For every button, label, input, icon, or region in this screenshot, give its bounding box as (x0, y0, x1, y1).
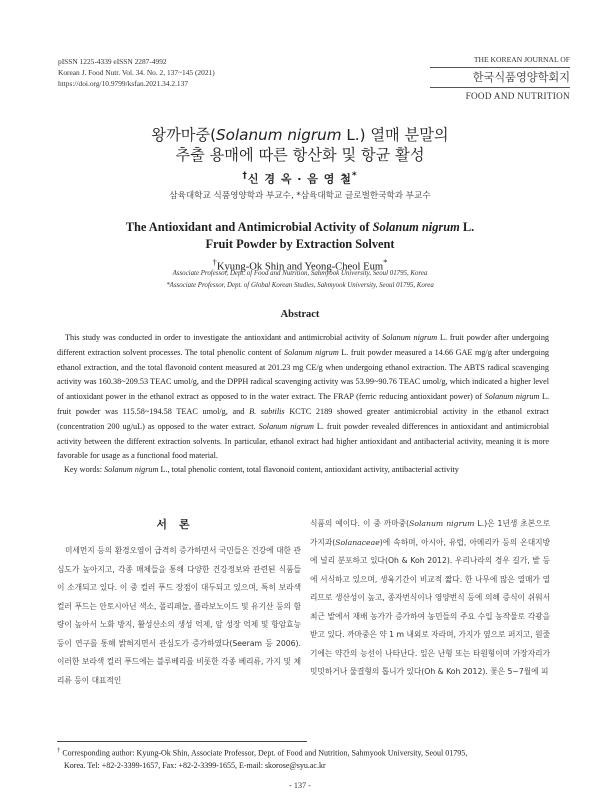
journal-name-korean: 한국식품영양학회지 (472, 71, 570, 84)
english-title-line1: The Antioxidant and Antimicrobial Activity of Solanum nigrum L. (125, 220, 475, 234)
korean-title-line2: 추출 용매에 따른 항산화 및 항균 활성 (175, 146, 425, 164)
korean-title-line1: 왕까마중(Solanum nigrum L.) 열매 분말의 (151, 126, 449, 144)
page-number: - 137 - (289, 781, 311, 790)
abstract-body: This study was conducted in order to investigate the antioxidant and antimicrobial activity of Solanum nigrum L. fruit powder after undergoing different extraction solvent processes. The total phenolic content of Solanum nigrum L. fruit powder measured a 14.66 GAE mg/g after undergoing ethanol extraction, and the total flavonoid content measured at 201.23 mg CE/g when undergoing ethanol extraction. The ABTS radical scavenging activity was 160.38~209.53 TEAC umol/g, and the DPPH radical scavenging activity was 53.99~90.76 TEAC umol/g, which indicated a higher level of antioxidant power in the ethanol extract as opposed to in the water extract. The FRAP (ferric reducing antioxidant power) of Solanum nigrum L. fruit powder was 115.58~194.58 TEAC umol/g, and B. subtilis KCTC 2189 showed greater antimicrobial activity in the ethanol extract (concentration 200 ug/uL) as opposed to the water extract. Solanum nigrum L. fruit powder revealed differences in antioxidant and antimicrobial activity between the different extraction solvents. In particular, ethanol extract had higher antioxidant and antibacterial activity, meaning it is more favorable for usage as a functional food material. (57, 333, 550, 461)
doi-link[interactable]: https://doi.org/10.9799/ksfan.2021.34.2.137 (58, 79, 189, 88)
journal-name-block (430, 54, 570, 102)
english-title-line2: Fruit Powder by Extraction Solvent (205, 237, 395, 251)
journal-name-en-2: FOOD AND NUTRITION (465, 91, 570, 101)
english-authors: †Kyung-Ok Shin and Yeong-Cheol Eum* (212, 257, 388, 273)
section-heading-introduction: 서론 (156, 518, 202, 531)
abstract-heading: Abstract (280, 309, 320, 320)
corresponding-author-footnote: † Corresponding author: Kyung-Ok Shin, Associate Professor, Dept. of Food and Nutrition, Sahmyook University, Seoul 01795, Korea. Tel: +82-2-3399-1657, Fax: +82-2-3399-1655, E-mail: skorose@syu.ac.kr (57, 747, 468, 771)
journal-name-en-1: THE KOREAN JOURNAL OF (473, 55, 570, 64)
english-affiliation-1: Associate Professor, Dept. of Food and Nutrition, Sahmyook University, Seoul 01795, Korea (172, 270, 428, 277)
species-name: Solanum nigrum (216, 126, 342, 144)
journal-rule-top (430, 67, 570, 68)
species-name: Solanum nigrum (372, 220, 460, 234)
intro-left-column: 미세먼지 등의 환경오염이 급격히 증가하면서 국민들은 건강에 대한 관심도가 높아지고, 각종 매체들을 통해 다양한 건강정보와 관련된 식품들이 소개되고 있다. 이 중 컬러 푸드 장점이 대두되고 있으며, 특히 보라색 컬러 푸드는 안토시아닌 색소, 폴리페놀, 플라보노이드 및 유기산 등의 함량이 높아서 노화 방지, 활성산소의 생성 억제, 암 성장 억제 및 항암효능 등이 연구를 통해 밝혀지면서 관심도가 증가하였다(Seeram 등 2006). 이러한 보라색 컬러 푸드에는 블루베리를 비롯한 각종 베리류, 가지 및 체리류 등이 대표적인 (57, 546, 301, 685)
korean-affiliation: 삼육대학교 식품영양학과 부교수, *삼육대학교 글로벌한국학과 부교수 (169, 191, 431, 201)
intro-right-column: 식품의 예이다. 이 중 까마중(Solanum nigrum L.)은 1년생 초본으로 가지과(Solanaceae)에 속하며, 아시아, 유럽, 아메리카 등의 온대지방에 널리 분포하고 있다(Oh & Koh 2012). 우리나라의 경우 길가, 밭 등에 서식하고 있으며, 생육기간이 비교적 짧다. 한 나무에 많은 열매가 열리므로 생산성이 높고, 종자번식이나 영양번식 등에 의해 증식이 쉬워서 최근 밭에서 재배 농가가 증가하여 농민들의 주요 수입 농작물로 각광을 받고 있다. 까마중은 약 1 m 내외로 자라며, 가지가 옆으로 퍼지고, 원줄기에는 약간의 능선이 나타난다. 잎은 난형 또는 타원형이며 가장자리가 밋밋하거나 물결형의 톱니가 있다(Oh & Koh 2012). 꽃은 5~7월에 피 (310, 519, 550, 676)
issn-line: pISSN 1225-4339 eISSN 2287-4992 (58, 57, 167, 66)
footnote-divider (57, 741, 307, 742)
article-metadata (58, 56, 215, 89)
journal-rule-bottom (430, 87, 570, 88)
keywords: Key words: Solanum nigrum L., total phenolic content, total flavonoid content, antioxidant activity, antibacterial activity (64, 465, 459, 474)
korean-authors: †신 경 옥 · 음 영 철* (242, 170, 358, 186)
english-affiliation-2: *Associate Professor, Dept. of Global Korean Studies, Sahmyook University, Seoul 01795, Korea (166, 282, 434, 289)
citation-line: Korean J. Food Nutr. Vol. 34. No. 2, 137~145 (2021) (58, 68, 215, 77)
